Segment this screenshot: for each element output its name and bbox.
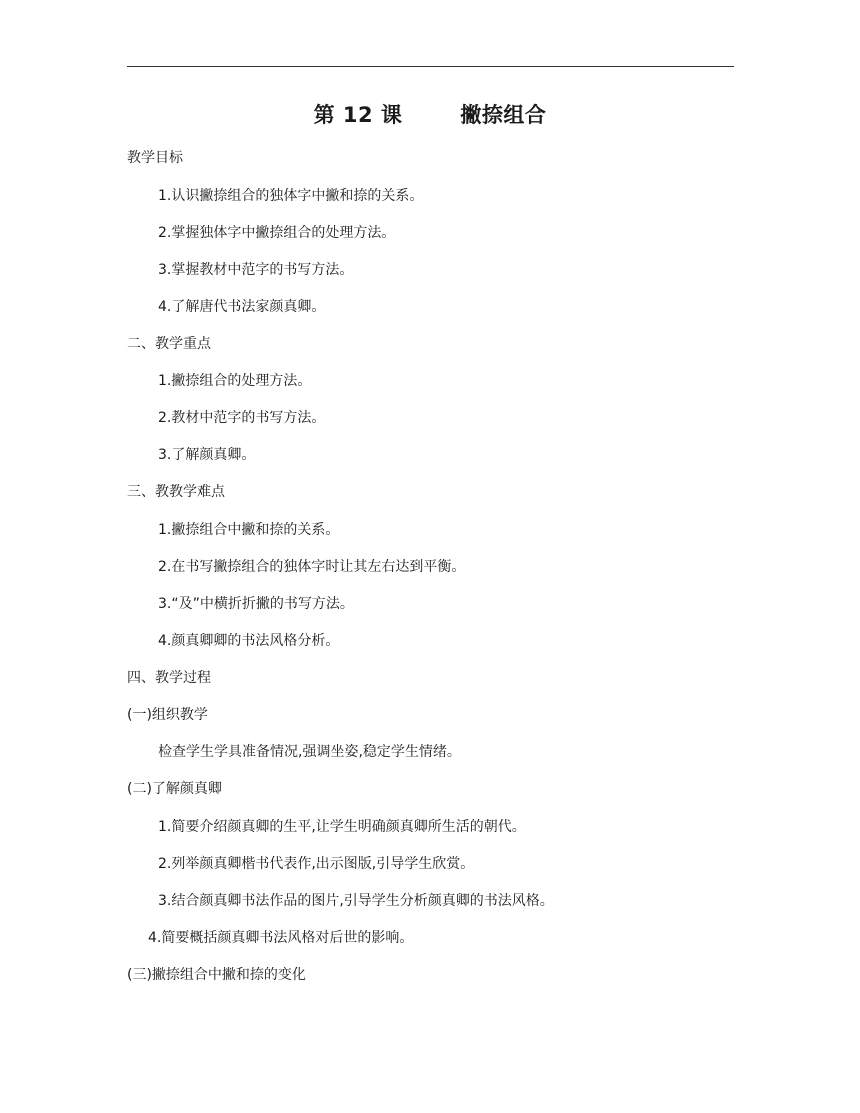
header-rule <box>127 66 734 67</box>
difficulty-item: 2.在书写撇捺组合的独体字时让其左右达到平衡。 <box>158 559 466 575</box>
subsection-heading: (二)了解颜真卿 <box>127 781 222 797</box>
process-item: 2.列举颜真卿楷书代表作,出示图版,引导学生欣赏。 <box>158 856 475 872</box>
subsection-heading: (一)组织教学 <box>127 707 208 723</box>
lesson-title <box>0 100 860 130</box>
lesson-number: 第 12 课 <box>313 103 403 127</box>
section-heading-key-points: 二、教学重点 <box>127 336 211 352</box>
difficulty-item: 3.“及”中横折折撇的书写方法。 <box>158 596 354 612</box>
lesson-topic: 撇捺组合 <box>460 103 547 127</box>
subsection-heading: (三)撇捺组合中撇和捺的变化 <box>127 967 306 983</box>
section-heading-difficulties: 三、教教学难点 <box>127 484 225 500</box>
paragraph: 检查学生学具准备情况,强调坐姿,稳定学生情绪。 <box>158 744 461 760</box>
process-item: 3.结合颜真卿书法作品的图片,引导学生分析颜真卿的书法风格。 <box>158 893 554 909</box>
objective-item: 1.认识撇捺组合的独体字中撇和捺的关系。 <box>158 188 424 204</box>
key-point-item: 2.教材中范字的书写方法。 <box>158 410 326 426</box>
objective-item: 2.掌握独体字中撇捺组合的处理方法。 <box>158 225 396 241</box>
objective-item: 3.掌握教材中范字的书写方法。 <box>158 262 354 278</box>
section-heading-process: 四、教学过程 <box>127 670 211 686</box>
section-heading-objectives: 教学目标 <box>127 150 183 166</box>
key-point-item: 1.撇捺组合的处理方法。 <box>158 373 312 389</box>
key-point-item: 3.了解颜真卿。 <box>158 447 256 463</box>
objective-item: 4.了解唐代书法家颜真卿。 <box>158 299 326 315</box>
difficulty-item: 4.颜真卿卿的书法风格分析。 <box>158 633 340 649</box>
difficulty-item: 1.撇捺组合中撇和捺的关系。 <box>158 522 340 538</box>
process-item: 4.简要概括颜真卿书法风格对后世的影响。 <box>148 930 414 946</box>
process-item: 1.简要介绍颜真卿的生平,让学生明确颜真卿所生活的朝代。 <box>158 819 526 835</box>
